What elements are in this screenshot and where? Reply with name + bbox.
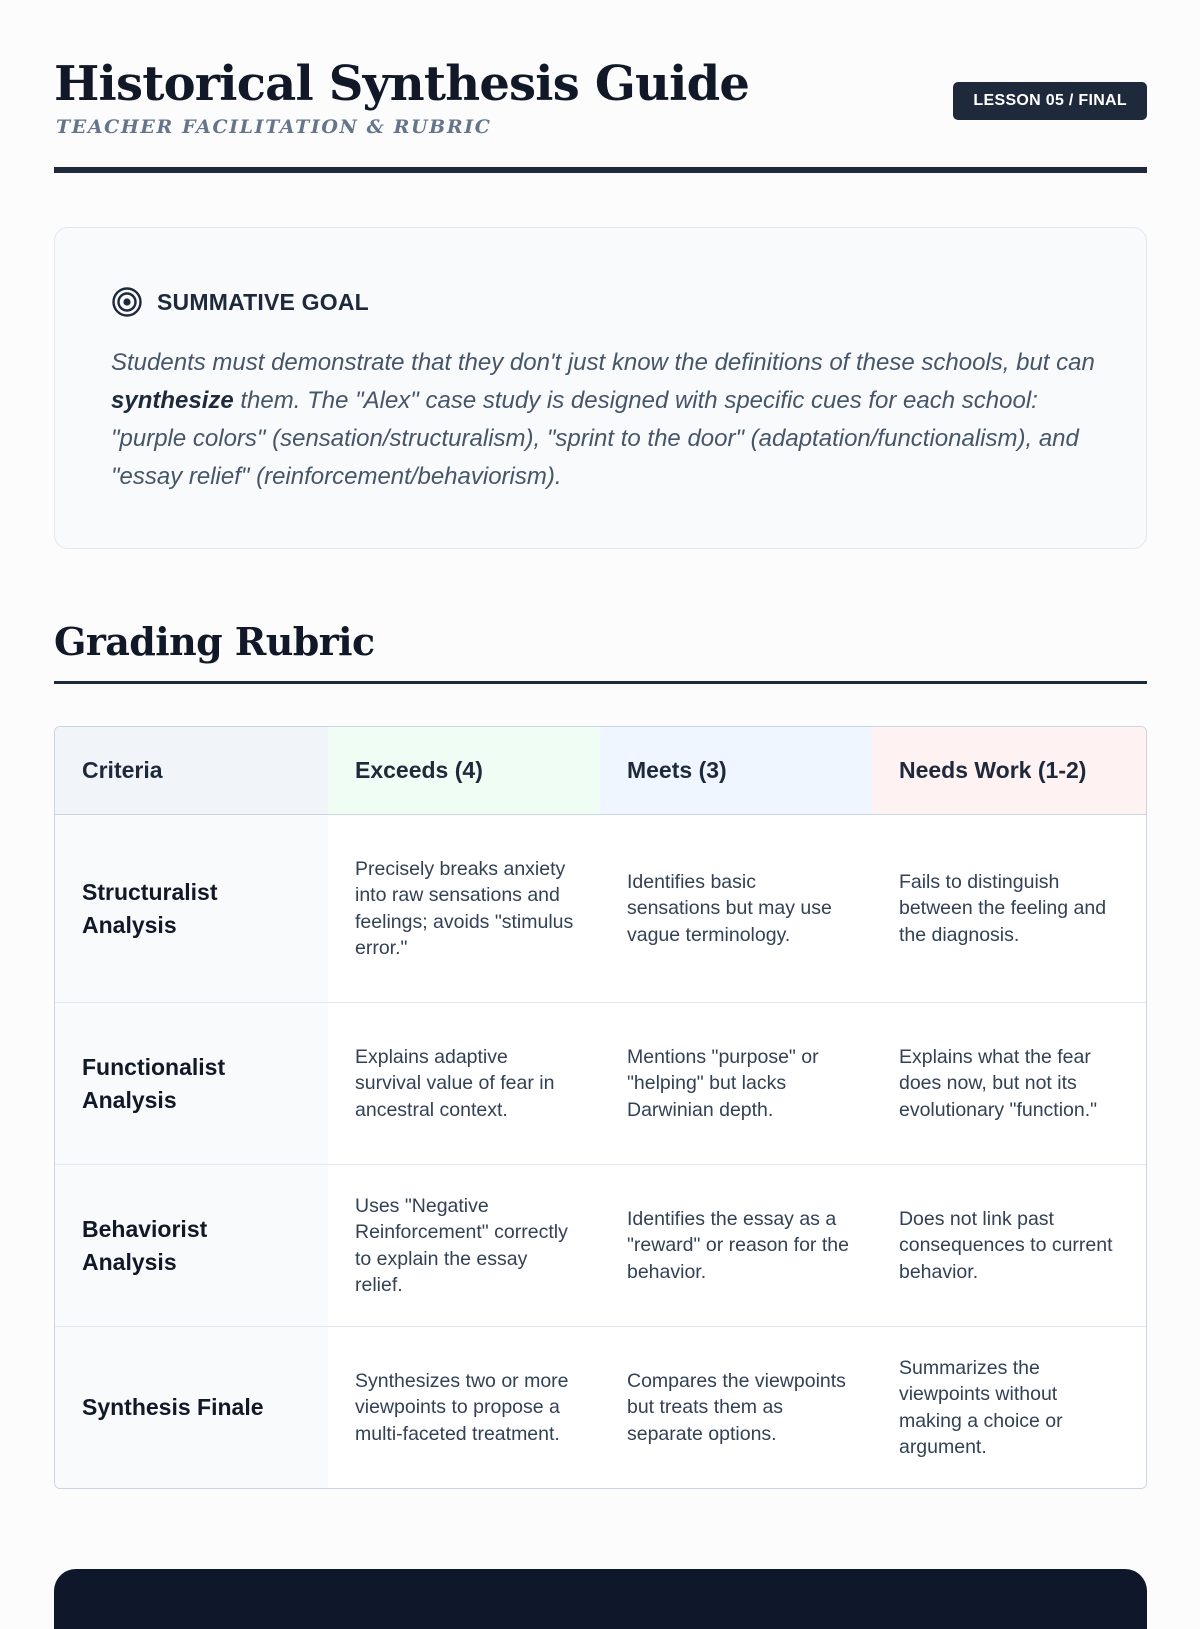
page-subtitle: TEACHER FACILITATION & RUBRIC	[56, 116, 492, 138]
criteria-cell: Structuralist Analysis	[55, 815, 328, 1003]
document-header	[54, 52, 1147, 172]
column-header-exceeds: Exceeds (4)	[328, 727, 600, 815]
criteria-cell: Functionalist Analysis	[55, 1003, 328, 1165]
page	[54, 0, 1147, 1600]
goal-heading	[111, 284, 369, 320]
footer-panel	[54, 1569, 1147, 1629]
needs-work-cell: Explains what the fear does now, but not its evolutionary "function."	[872, 1003, 1146, 1165]
table-header-row	[55, 727, 1146, 815]
criteria-cell: Behaviorist Analysis	[55, 1165, 328, 1327]
lesson-badge: LESSON 05 / FINAL	[953, 82, 1147, 120]
meets-cell: Identifies basic sensations but may use vague terminology.	[600, 815, 872, 1003]
rubric-table	[54, 726, 1147, 1489]
goal-text-start: Students must demonstrate that they don't just know the definitions of these schools, but can	[111, 349, 1095, 376]
exceeds-cell: Synthesizes two or more viewpoints to propose a multi-faceted treatment.	[355, 1369, 569, 1445]
goal-text-end: them. The "Alex" case study is designed with specific cues for each school: "purple colors" (sensation/structuralism), "sprint to the door" (adaptation/functionalism), and "essay relief" (reinforcement/behaviorism).	[111, 387, 1079, 490]
rubric-heading: Grading Rubric	[54, 619, 375, 664]
table-row	[55, 1003, 1146, 1165]
table-row	[55, 1165, 1146, 1327]
needs-work-cell: Summarizes the viewpoints without making a choice or argument.	[898, 1356, 1063, 1458]
column-header-meets: Meets (3)	[600, 727, 872, 815]
column-header-criteria: Criteria	[55, 727, 328, 815]
exceeds-cell: Precisely breaks anxiety into raw sensations and feelings; avoids "stimulus error."	[328, 815, 600, 1003]
page-title: Historical Synthesis Guide	[54, 56, 750, 112]
goal-description	[111, 344, 1101, 496]
criteria-cell: Synthesis Finale	[55, 1327, 328, 1489]
rubric-divider	[54, 681, 1147, 684]
exceeds-cell: Explains adaptive survival value of fear in ancestral context.	[328, 1003, 600, 1165]
target-icon	[111, 286, 143, 318]
meets-cell: Compares the viewpoints but treats them as separate options.	[626, 1369, 846, 1445]
goal-label: SUMMATIVE GOAL	[157, 288, 369, 315]
goal-text-emphasis: synthesize	[111, 387, 234, 414]
exceeds-cell: Uses "Negative Reinforcement" correctly to explain the essay relief.	[328, 1165, 600, 1327]
meets-cell: Mentions "purpose" or "helping" but lacks Darwinian depth.	[600, 1003, 872, 1165]
meets-cell: Identifies the essay as a "reward" or reason for the behavior.	[600, 1165, 872, 1327]
column-header-needs-work: Needs Work (1-2)	[872, 727, 1146, 815]
table-row	[55, 1327, 1146, 1489]
needs-work-cell: Does not link past consequences to current behavior.	[872, 1165, 1146, 1327]
header-divider	[54, 167, 1147, 173]
summative-goal-card	[54, 227, 1147, 549]
needs-work-cell: Fails to distinguish between the feeling and the diagnosis.	[872, 815, 1146, 1003]
table-row	[55, 815, 1146, 1003]
